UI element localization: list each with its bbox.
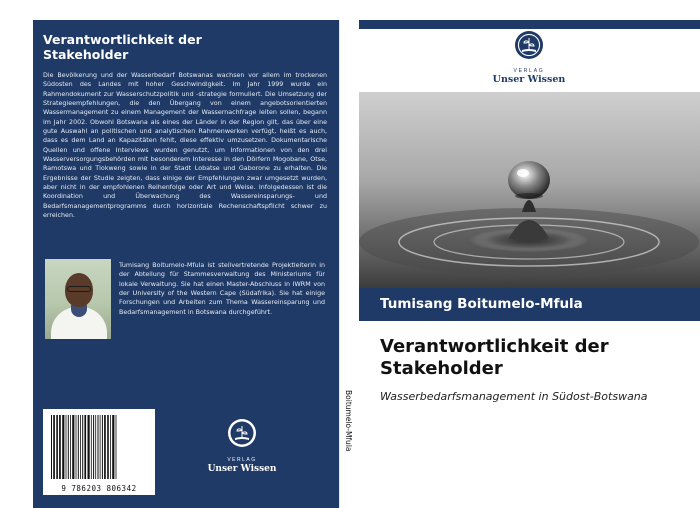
- barcode-bar: [59, 415, 61, 479]
- back-title-line1: Verantwortlichkeit der: [43, 32, 202, 47]
- barcode-bar: [110, 415, 111, 479]
- back-cover-title: [43, 32, 323, 62]
- barcode-bar: [116, 415, 117, 479]
- water-drop-image: [359, 92, 700, 288]
- front-author-name: Tumisang Boitumelo-Mfula: [380, 296, 583, 312]
- author-photo: [45, 259, 111, 339]
- barcode-bar: [70, 415, 71, 479]
- front-title-line2: Stakeholder: [380, 358, 503, 379]
- front-subtitle: Wasserbedarfsmanagement in Südost-Botswana: [380, 390, 648, 403]
- barcode-bar: [56, 415, 58, 479]
- barcode-bar: [84, 415, 86, 479]
- isbn-number: 9 786203 806342: [61, 484, 137, 493]
- front-logo-verlag: VERLAG: [513, 68, 545, 74]
- barcode-bar: [91, 415, 92, 479]
- barcode-bar: [82, 415, 83, 479]
- barcode-bar: [112, 415, 114, 479]
- photo-glasses: [67, 286, 91, 292]
- front-cover: [359, 20, 700, 508]
- barcode-bar: [100, 415, 101, 479]
- barcode-bars: [49, 415, 149, 479]
- isbn-barcode: [43, 409, 155, 495]
- barcode-bar: [88, 415, 90, 479]
- barcode-bar: [66, 415, 67, 479]
- back-title-line2: Stakeholder: [43, 47, 129, 62]
- front-title: [380, 336, 690, 380]
- author-band: [359, 288, 700, 321]
- front-publisher-logo: [479, 30, 579, 88]
- barcode-bar: [72, 415, 74, 479]
- back-logo-brand: Unser Wissen: [207, 464, 277, 474]
- author-bio: Tumisang Boitumelo-Mfula ist stellvertretende Projektleiterin in der Abteilung für Stammesverwaltung des Ministeriums für lokale Verwaltung. Sie hat einen Master-Abschluss in IWRM von der University of the Western Cape (Südafrika). Sie hat einige Forschungen und Arbeiten zum Thema Wassereinsparung und Bedarfsmanagement in Botswana durchgeführt.: [119, 262, 325, 316]
- barcode-bar: [51, 415, 52, 479]
- back-logo-verlag: VERLAG: [227, 457, 257, 463]
- front-top-bar: [359, 20, 700, 29]
- barcode-bar: [76, 415, 77, 479]
- barcode-bar: [53, 415, 55, 479]
- back-cover-blurb: Die Bevölkerung und der Wasserbedarf Botswanas wachsen vor allem im trockenen Südosten des Landes mit hoher Geschwindigkeit. Im Jahr 1999 wurde ein Rahmendokument zur Wasserschutzpolitik und -strategie formuliert. Die Umsetzung der Strategieempfehlungen, die den Übergang von einem angebotsorientierten Wassermanagement zu einem Management der Wassernachfrage leiten sollen, begann im Jahr 2002. Obwohl Botswana als eines der Länder in der Region gilt, das über eine gute Auswahl an politischen und analytischen Rahmenwerken verfügt, heißt es auch, dass es dem Land an Kapazitäten fehlt, diese effektiv umzusetzen. Dokumentarische Quellen und offene Interviews wurden genutzt, um Informationen von den drei Wasserversorgungsbehörden mit besonderem Interesse in den Dörfern Mogobane, Otse, Ramotswa und Tlokweng sowie in der Stadt Lobatse und Gaborone zu erhalten. Die Ergebnisse der Studie zeigten, dass einige der Empfehlungen zwar umgesetzt wurden, aber nicht in der empfohlenen Reihenfolge oder Art und Weise. Infolgedessen ist die Koordination und Überwachung des Wassereinsparungs- und Bedarfsmanagementprogramms durch horizontale Rechenschaftspflicht schwer zu erreichen.: [43, 72, 327, 220]
- spine-author: Boitumelo-Mfula: [344, 390, 353, 452]
- barcode-bar: [98, 415, 99, 479]
- barcode-bar: [93, 415, 94, 479]
- barcode-bar: [62, 415, 64, 479]
- barcode-bar: [107, 415, 109, 479]
- back-publisher-logo: [202, 418, 282, 490]
- spine: [339, 20, 359, 508]
- publisher-emblem-icon: [227, 418, 257, 448]
- water-drop-splash-image: [359, 92, 700, 288]
- barcode-bar: [102, 415, 103, 479]
- publisher-emblem-icon: [514, 30, 544, 60]
- front-logo-brand: Unser Wissen: [492, 74, 566, 85]
- barcode-bar: [68, 415, 69, 479]
- barcode-bar: [80, 415, 81, 479]
- barcode-bar: [78, 415, 79, 479]
- barcode-bar: [104, 415, 106, 479]
- front-title-line1: Verantwortlichkeit der: [380, 336, 609, 357]
- barcode-bar: [95, 415, 96, 479]
- back-cover: [33, 20, 339, 508]
